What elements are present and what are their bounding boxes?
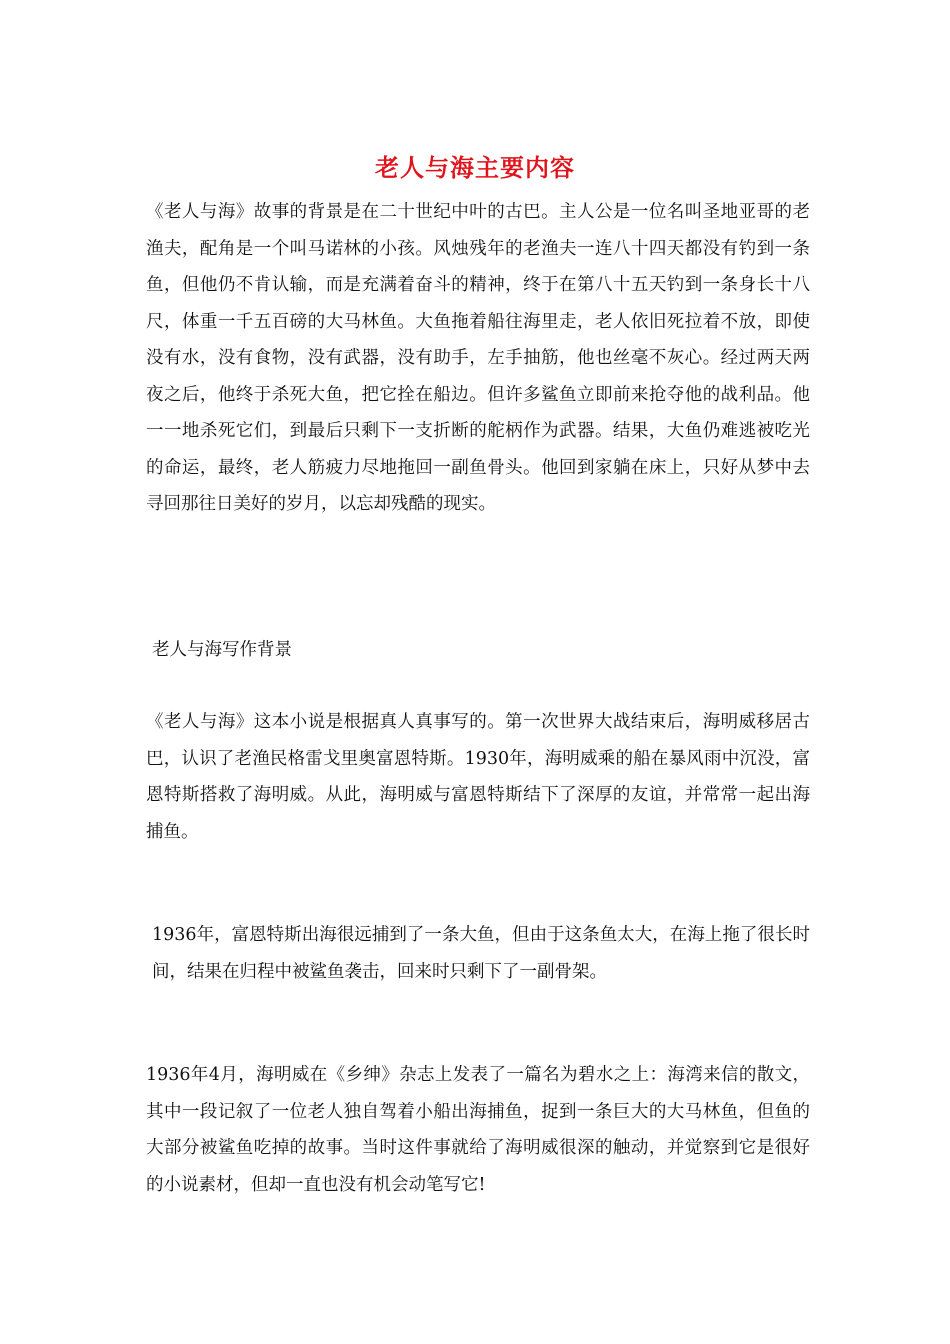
summary-paragraph: 《老人与海》故事的背景是在二十世纪中叶的古巴。主人公是一位名叫圣地亚哥的老渔夫，配角是一个叫马诺林的小孩。风烛残年的老渔夫一连八十四天都没有钓到一条鱼，但他仍不肯认输，而是充满着奋斗的精神，终于在第八十五天钓到一条身长十八尺，体重一千五百磅的大马林鱼。大鱼拖着船往海里走，老人依旧死拉着不放，即使没有水，没有食物，没有武器，没有助手，左手抽筋，他也丝毫不灰心。经过两天两夜之后，他终于杀死大鱼，把它拴在船边。但许多鲨鱼立即前来抢夺他的战利品。他一一地杀死它们，到最后只剩下一支折断的舵柄作为武器。结果，大鱼仍难逃被吃光的命运，最终，老人筋疲力尽地拖回一副鱼骨头。他回到家躺在床上，只好从梦中去寻回那往日美好的岁月，以忘却残酷的现实。 [146, 202, 810, 514]
background-paragraph-2: 1936年，富恩特斯出海很远捕到了一条大鱼，但由于这条鱼太大，在海上拖了很长时间，结果在归程中被鲨鱼袭击，回来时只剩下了一副骨架。 [152, 925, 810, 982]
background-heading: 老人与海写作背景 [152, 640, 292, 660]
background-paragraph-3: 1936年4月，海明威在《乡绅》杂志上发表了一篇名为碧水之上：海湾来信的散文，其中一段记叙了一位老人独自驾着小船出海捕鱼，捉到一条巨大的大马林鱼，但鱼的大部分被鲨鱼吃掉的故事。当时这件事就给了海明威很深的触动，并觉察到它是很好的小说素材，但却一直也没有机会动笔写它! [146, 1065, 810, 1195]
background-paragraph-1: 《老人与海》这本小说是根据真人真事写的。第一次世界大战结束后，海明威移居古巴，认识了老渔民格雷戈里奥富恩特斯。1930年，海明威乘的船在暴风雨中沉没，富恩特斯搭救了海明威。从此，海明威与富恩特斯结下了深厚的友谊，并常常一起出海捕鱼。 [146, 712, 810, 842]
document-title: 老人与海主要内容 [375, 153, 575, 182]
